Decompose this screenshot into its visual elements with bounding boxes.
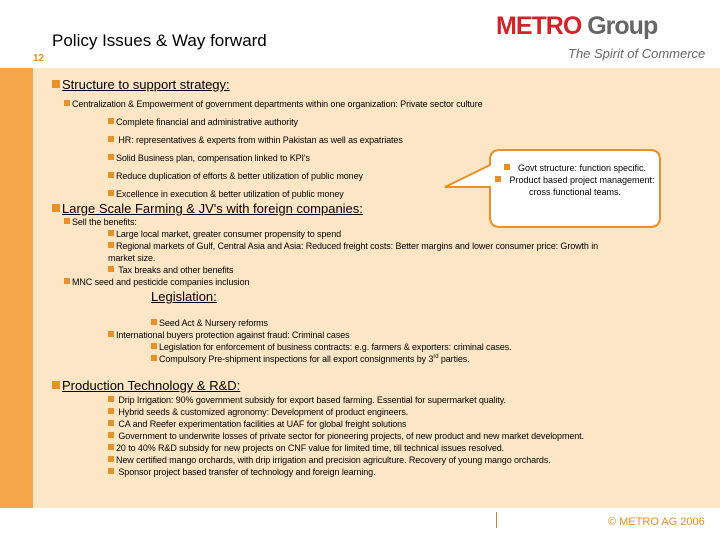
item-text: Compulsory Pre-shipment inspections for all export consignments by 3 (159, 354, 434, 364)
page-number: 12 (33, 53, 45, 64)
item-text: International buyers protection against fraud: Criminal cases (116, 330, 350, 340)
tagline: The Spirit of Commerce (568, 46, 706, 61)
callout-item (494, 174, 656, 198)
superscript: rd (433, 354, 439, 360)
list-item (151, 318, 268, 328)
bullet-icon (108, 136, 114, 142)
bullet-icon (52, 80, 60, 88)
bullet-icon (108, 172, 114, 178)
item-text: Product based project management: cross functional teams. (509, 175, 655, 197)
item-text: Legislation for enforcement of business contracts: e.g. farmers & exporters: criminal cases. (159, 342, 512, 352)
bullet-icon (151, 319, 157, 325)
bullet-icon (108, 396, 114, 402)
list-item (64, 277, 249, 287)
bullet-icon (64, 100, 70, 106)
list-item (108, 265, 233, 275)
item-text: 20 to 40% R&D subsidy for new projects on CNF value for limited time, till technical issues resolved. (116, 443, 505, 453)
copyright-text: METRO AG 2006 (616, 516, 705, 528)
list-item (108, 241, 598, 251)
bullet-icon (108, 190, 114, 196)
bullet-icon (495, 176, 501, 182)
item-text: Sponsor project based transfer of technology and foreign learning. (116, 467, 376, 477)
item-text: Hybrid seeds & customized agronomy: Development of product engineers. (116, 407, 409, 417)
bullet-icon (108, 468, 114, 474)
bullet-icon (108, 242, 114, 248)
list-item (108, 407, 408, 417)
bullet-icon (64, 278, 70, 284)
item-text: Centralization & Empowerment of government departments within one organization: Private sector culture (72, 99, 483, 109)
copyright-icon: © (608, 516, 617, 528)
bullet-icon (52, 381, 60, 389)
list-item (64, 99, 483, 109)
bullet-icon (151, 343, 157, 349)
bullet-icon (108, 432, 114, 438)
list-item (108, 467, 375, 477)
logo-metro: METRO (496, 12, 582, 40)
bullet-icon (64, 218, 70, 224)
metro-group-logo (496, 12, 657, 41)
bullet-icon (52, 204, 60, 212)
list-item-continuation: market size. (108, 253, 156, 263)
list-item (108, 419, 406, 429)
item-text: Reduce duplication of efforts & better utilization of public money (116, 171, 363, 181)
heading-farming (52, 201, 363, 216)
bullet-icon (108, 266, 114, 272)
list-item (108, 431, 584, 441)
list-item (108, 330, 350, 340)
item-text: Excellence in execution & better utilization of public money (116, 189, 344, 199)
bullet-icon (108, 408, 114, 414)
item-text: HR: representatives & experts from within Pakistan as well as expatriates (116, 135, 403, 145)
logo-group: Group (587, 12, 658, 40)
heading-legislation: Legislation: (151, 289, 217, 304)
heading-text: Structure to support strategy: (62, 77, 230, 92)
list-item (108, 189, 344, 199)
bullet-icon (108, 444, 114, 450)
list-item (108, 443, 504, 453)
item-text: MNC seed and pesticide companies inclusion (72, 277, 250, 287)
bullet-icon (151, 355, 157, 361)
heading-text: Production Technology & R&D: (62, 378, 241, 393)
list-item (64, 217, 137, 227)
item-text: Solid Business plan, compensation linked to KPI's (116, 153, 310, 163)
page-title: Policy Issues & Way forward (52, 31, 267, 50)
item-text: Drip Irrigation: 90% government subsidy for export based farming. Essential for supermarket quality. (116, 395, 506, 405)
content-background (33, 68, 720, 508)
heading-production (52, 378, 240, 393)
item-text: CA and Reefer experimentation facilities at UAF for global freight solutions (116, 419, 407, 429)
list-item (108, 229, 341, 239)
bullet-icon (108, 154, 114, 160)
item-text: New certified mango orchards, with drip irrigation and precision agriculture. Recovery of young mango orchards. (116, 455, 551, 465)
item-text: Complete financial and administrative authority (116, 117, 298, 127)
item-text: Seed Act & Nursery reforms (159, 318, 268, 328)
list-item (108, 153, 310, 163)
heading-text: Large Scale Farming & JV's with foreign companies: (62, 201, 363, 216)
callout-item (494, 162, 656, 174)
bullet-icon (108, 230, 114, 236)
item-text: Govt structure: function specific. (517, 163, 647, 173)
item-text: Large local market, greater consumer propensity to spend (116, 229, 342, 239)
list-item (151, 342, 511, 352)
bullet-icon (108, 456, 114, 462)
list-item (108, 135, 403, 145)
footer-divider (496, 512, 497, 528)
list-item (108, 117, 298, 127)
bullet-icon (504, 164, 510, 170)
item-text: parties. (438, 354, 470, 364)
item-text: Sell the benefits: (72, 217, 137, 227)
item-text: Tax breaks and other benefits (116, 265, 234, 275)
item-text: Regional markets of Gulf, Central Asia and Asia: Reduced freight costs: Better margins and lower consumer price: Growth in (116, 241, 599, 251)
heading-structure (52, 77, 230, 92)
list-item (108, 171, 363, 181)
list-item (151, 354, 470, 364)
list-item (108, 455, 551, 465)
bullet-icon (108, 331, 114, 337)
item-text: Government to underwrite losses of private sector for pioneering projects, of new product and new market development. (116, 431, 584, 441)
callout-text (494, 162, 656, 198)
side-strip (0, 68, 33, 508)
list-item (108, 395, 506, 405)
copyright (608, 516, 705, 528)
bullet-icon (108, 420, 114, 426)
bullet-icon (108, 118, 114, 124)
